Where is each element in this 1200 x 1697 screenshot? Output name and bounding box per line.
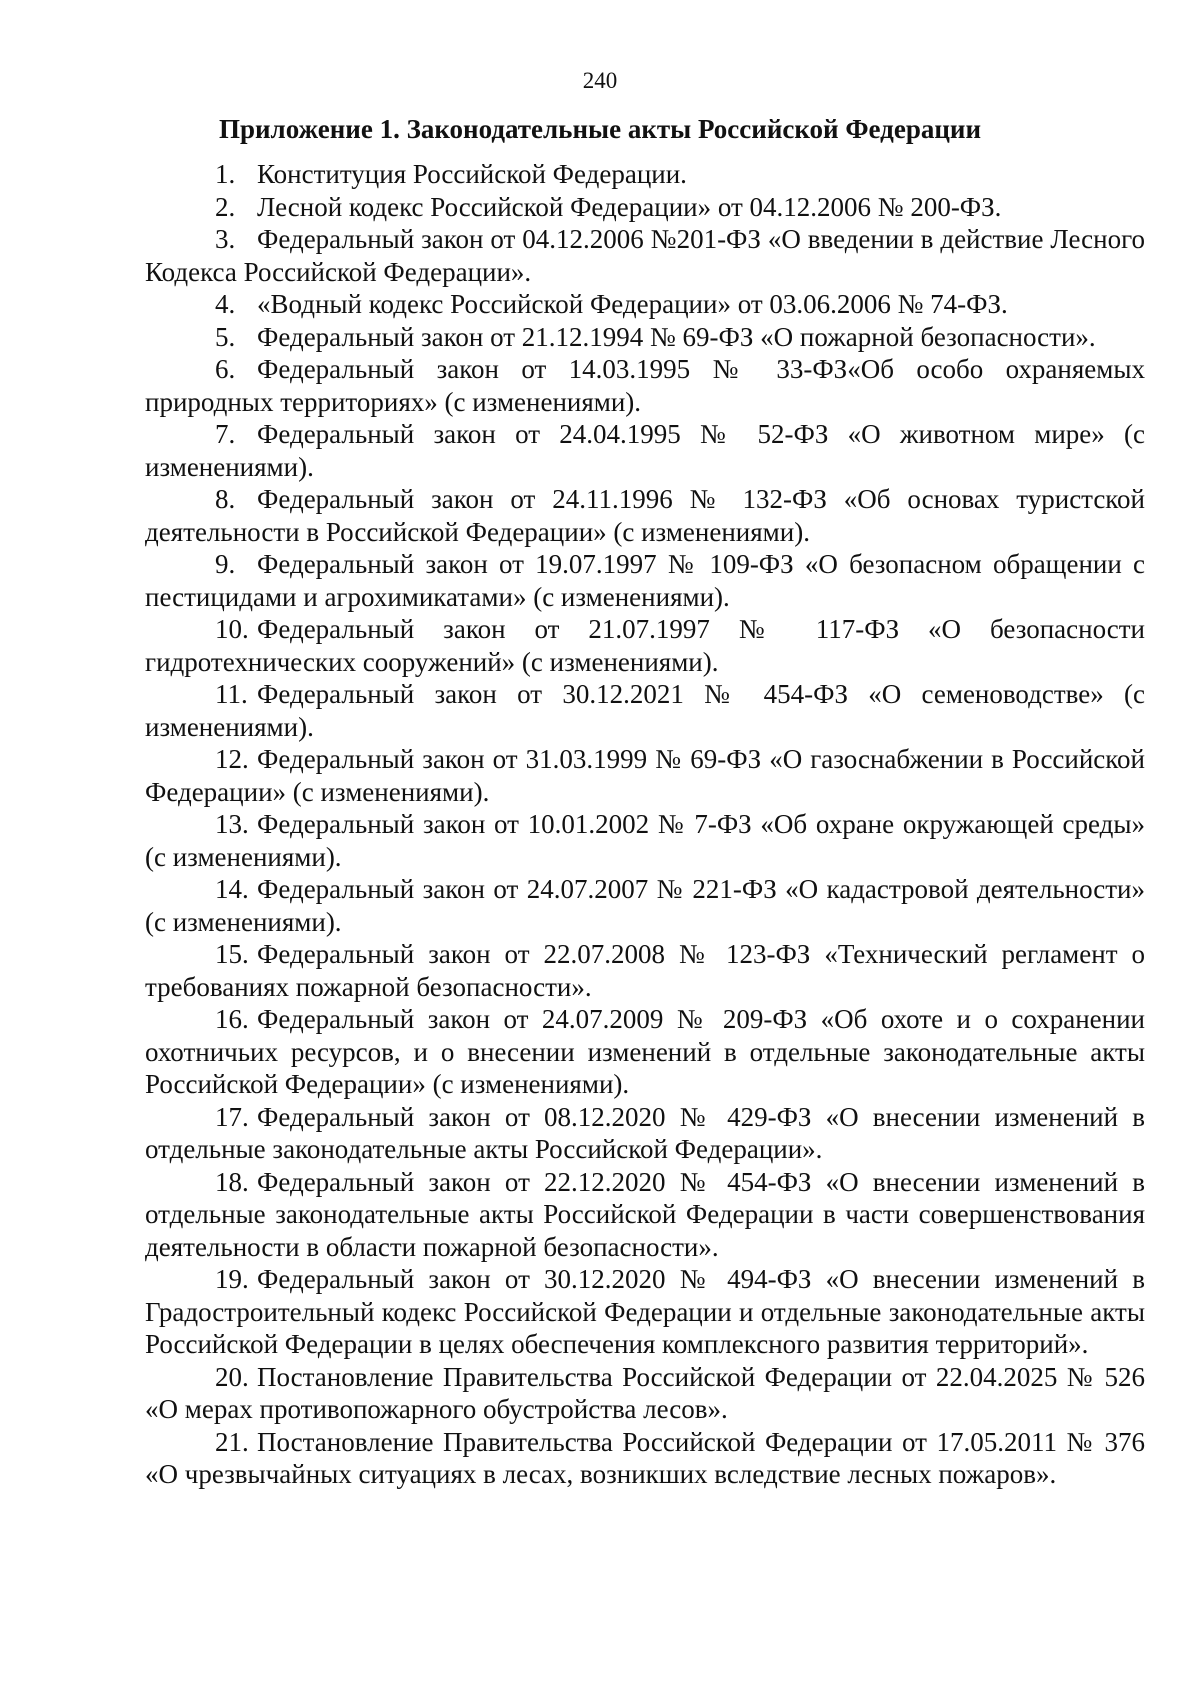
item-text: Лесной кодекс Российской Федерации» от 04.12.2006 № 200-ФЗ. [257,191,1002,222]
list-item [145,1361,1145,1426]
item-text: Конституция Российской Федерации. [257,159,687,189]
list-item [145,548,1145,613]
item-number: 13. [215,809,249,839]
item-text: Федеральный закон от 24.07.2009 № 209-ФЗ «Об охоте и о сохранении охотничьих ресурсов, и о внесении изменений в отдельные законодательные акты Российской Федерации» (с изменениями). [145,1004,1145,1099]
item-number: 5. [215,321,236,352]
list-item [145,288,1145,321]
list-item [145,418,1145,483]
page-title: Приложение 1. Законодательные акты Российской Федерации [218,114,982,144]
item-text: Федеральный закон от 14.03.1995 № 33-ФЗ«Об особо охраняемых природных территориях» (с изменениями). [145,354,1145,417]
item-number: 15. [215,939,249,969]
item-number: 8. [215,484,236,514]
item-text: Федеральный закон от 04.12.2006 №201-ФЗ «О введении в действие Лесного Кодекса Российской Федерации». [145,224,1145,287]
item-text: Федеральный закон от 22.07.2008 № 123-ФЗ «Технический регламент о требованиях пожарной безопасности». [145,939,1145,1002]
item-number: 10. [215,614,249,644]
item-text: Постановление Правительства Российской Федерации от 17.05.2011 № 376 «О чрезвычайных ситуациях в лесах, возникших вследствие лесных пожаров». [145,1426,1145,1489]
item-text: Федеральный закон от 30.12.2021 № 454-ФЗ «О семеноводстве» (с изменениями). [145,679,1145,742]
list-item [145,158,1145,191]
item-text: «Водный кодекс Российской Федерации» от 03.06.2006 № 74-ФЗ. [257,289,1008,319]
item-number: 11. [215,679,248,709]
item-number: 9. [215,549,236,579]
item-number: 4. [215,289,236,319]
item-text: Федеральный закон от 30.12.2020 № 494-ФЗ «О внесении изменений в Градостроительный кодекс Российской Федерации и отдельные законодательные акты Российской Федерации в целях обеспечения комплексного развития территорий». [145,1264,1145,1359]
item-number: 3. [215,224,236,254]
list-item [145,1003,1145,1101]
item-number: 20. [215,1361,249,1392]
list-item [145,1426,1145,1491]
item-number: 18. [215,1166,249,1197]
list-item [145,613,1145,678]
legislative-acts-list [145,158,1145,1491]
list-item [145,191,1145,224]
item-text: Федеральный закон от 24.04.1995 № 52-ФЗ «О животном мире» (с изменениями). [145,419,1145,482]
list-item [145,808,1145,873]
item-text: Федеральный закон от 24.11.1996 № 132-ФЗ «Об основах туристской деятельности в Российской Федерации» (с изменениями). [145,484,1145,547]
item-number: 7. [215,419,236,449]
list-item [145,1101,1145,1166]
item-text: Федеральный закон от 21.07.1997 № 117-ФЗ «О безопасности гидротехнических сооружений» (с изменениями). [145,614,1145,677]
list-item [145,938,1145,1003]
list-item [145,353,1145,418]
list-item [145,483,1145,548]
item-text: Федеральный закон от 22.12.2020 № 454-ФЗ «О внесении изменений в отдельные законодательные акты Российской Федерации в части совершенствования деятельности в области пожарной безопасности». [145,1166,1145,1262]
item-text: Федеральный закон от 19.07.1997 № 109-ФЗ «О безопасном обращении с пестицидами и агрохимикатами» (с изменениями). [145,549,1145,612]
item-number: 14. [215,874,249,904]
item-number: 21. [215,1426,249,1457]
list-item [145,743,1145,808]
list-item [145,873,1145,938]
item-number: 2. [215,191,236,222]
item-number: 19. [215,1264,249,1294]
item-text: Федеральный закон от 10.01.2002 № 7-ФЗ «Об охране окружающей среды» (с изменениями). [145,809,1145,872]
item-text: Федеральный закон от 08.12.2020 № 429-ФЗ «О внесении изменений в отдельные законодательные акты Российской Федерации». [145,1101,1145,1164]
page-number: 240 [582,68,618,93]
list-item [145,223,1145,288]
item-text: Постановление Правительства Российской Федерации от 22.04.2025 № 526 «О мерах противопожарного обустройства лесов». [145,1361,1145,1424]
item-number: 12. [215,744,249,774]
list-item [145,678,1145,743]
item-text: Федеральный закон от 31.03.1999 № 69-ФЗ «О газоснабжении в Российской Федерации» (с изменениями). [145,744,1145,807]
item-text: Федеральный закон от 24.07.2007 № 221-ФЗ «О кадастровой деятельности» (с изменениями). [145,874,1145,937]
item-number: 17. [215,1101,249,1132]
list-item [145,321,1145,354]
item-number: 1. [215,159,236,189]
list-item [145,1166,1145,1264]
item-number: 16. [215,1004,249,1034]
list-item [145,1263,1145,1361]
item-number: 6. [215,354,236,384]
item-text: Федеральный закон от 21.12.1994 № 69-ФЗ «О пожарной безопасности». [257,321,1096,352]
